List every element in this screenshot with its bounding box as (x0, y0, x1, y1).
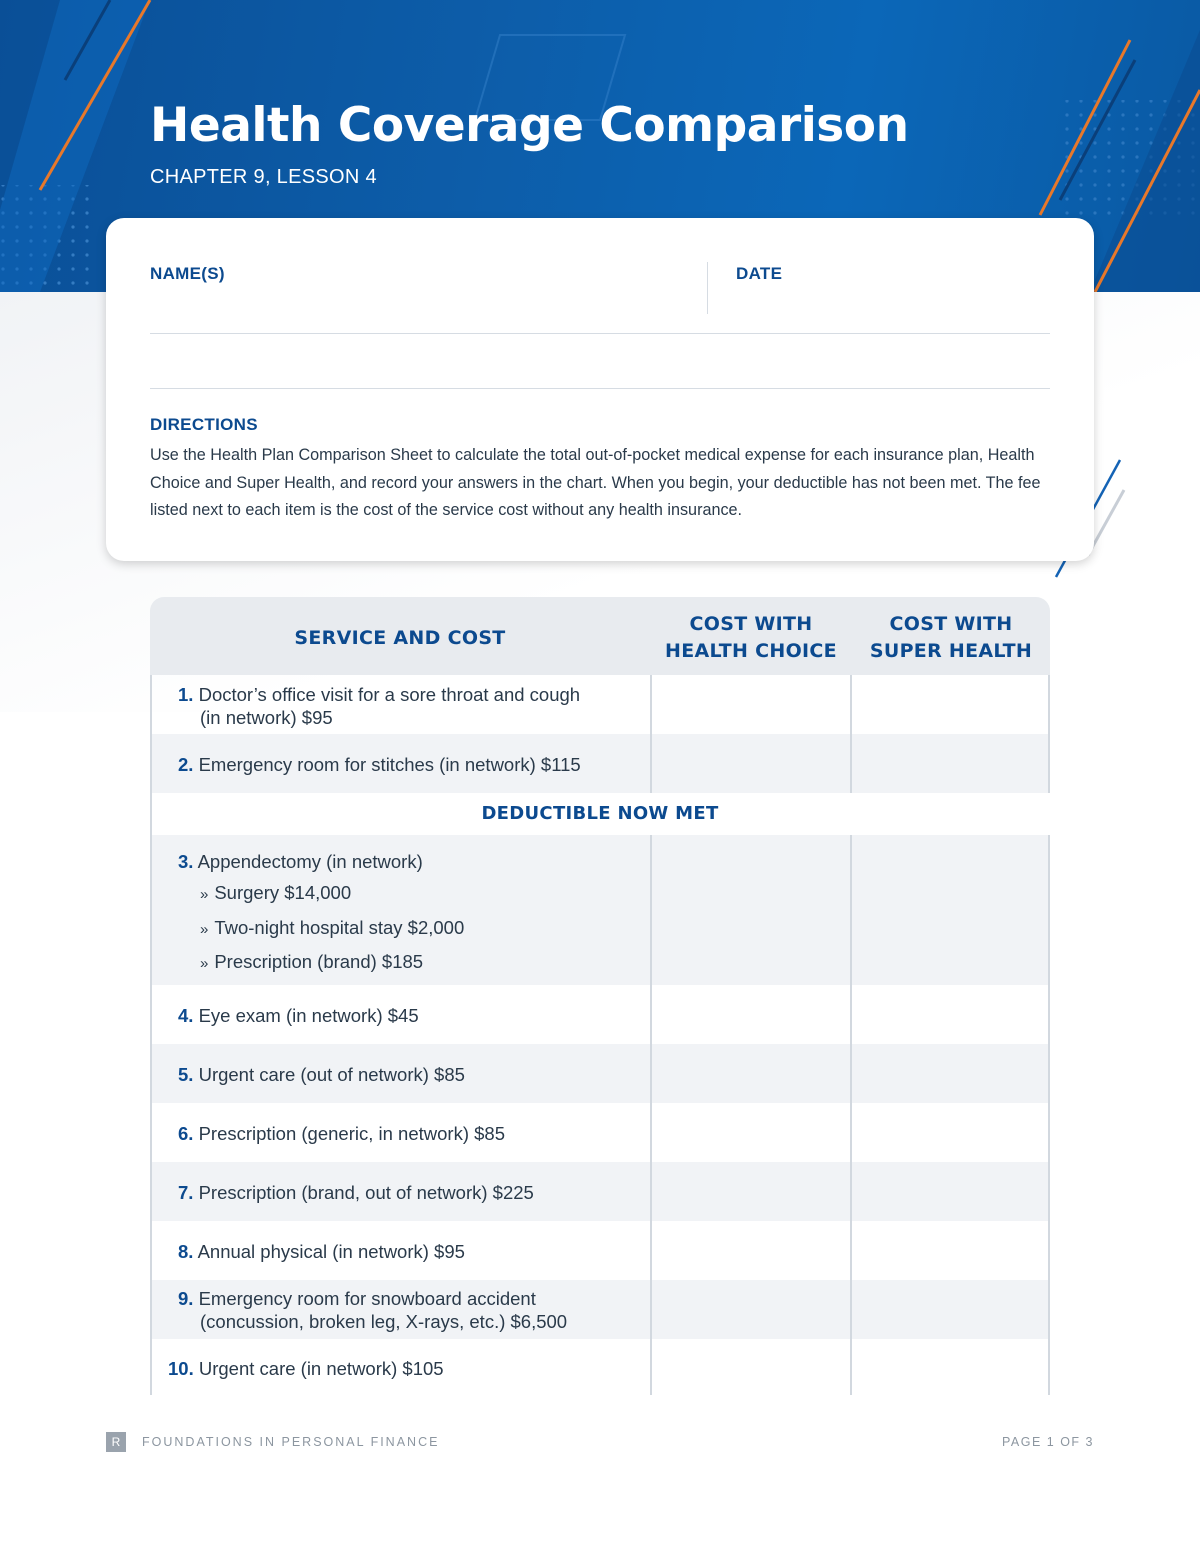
names-label: NAME(S) (150, 264, 225, 283)
publisher-logo-icon: R (106, 1432, 126, 1452)
header-service: SERVICE AND COST (294, 627, 506, 649)
table-header (150, 597, 1050, 675)
row-text (178, 1004, 419, 1027)
footer-title: FOUNDATIONS IN PERSONAL FINANCE (142, 1435, 440, 1449)
table-row (150, 1103, 1050, 1162)
row-number: 1. (178, 684, 194, 705)
row-text (178, 850, 464, 981)
table-row (150, 734, 1050, 793)
table-row (150, 1044, 1050, 1103)
row-text (168, 1357, 444, 1380)
row-description: Urgent care (out of network) $85 (198, 1064, 465, 1085)
deductible-banner-row (150, 793, 1050, 835)
header-super-health (852, 611, 1050, 665)
row-number: 4. (178, 1005, 194, 1026)
page-number: PAGE 1 OF 3 (1002, 1435, 1094, 1449)
row-text (178, 1287, 567, 1333)
column-divider (850, 835, 852, 1395)
header-super-health-line1: COST WITH (889, 613, 1013, 635)
row-number: 5. (178, 1064, 194, 1085)
table-border-left (150, 675, 152, 1395)
row-number: 10. (168, 1358, 194, 1379)
table-row (150, 1280, 1050, 1339)
row-description: Eye exam (in network) $45 (198, 1005, 419, 1026)
row-description: Prescription (generic, in network) $85 (198, 1123, 505, 1144)
row-number: 2. (178, 754, 194, 775)
header-health-choice-line1: COST WITH (689, 613, 813, 635)
row-text (178, 753, 581, 776)
row-text (178, 1181, 534, 1204)
bullet-icon: » (200, 955, 209, 972)
row-description-cont: (in network) $95 (200, 707, 333, 728)
table-row (150, 1221, 1050, 1280)
row-number: 6. (178, 1123, 194, 1144)
table-border-right (1048, 835, 1050, 1395)
row-sublist (178, 877, 464, 981)
deductible-banner: DEDUCTIBLE NOW MET (481, 803, 719, 824)
table-row (150, 985, 1050, 1044)
list-item-text: Surgery $14,000 (214, 882, 352, 903)
row-description: Appendectomy (in network) (197, 851, 423, 872)
date-label: DATE (736, 264, 783, 283)
list-item-text: Prescription (brand) $185 (214, 951, 424, 972)
row-description-cont: (concussion, broken leg, X-rays, etc.) $6,500 (200, 1311, 568, 1332)
row-description: Emergency room for snowboard accident (198, 1288, 536, 1309)
row-number: 3. (178, 851, 194, 872)
header-health-choice-line2: HEALTH CHOICE (665, 640, 837, 662)
column-divider (650, 835, 652, 1395)
bullet-icon: » (200, 886, 209, 903)
second-field-line[interactable] (150, 388, 1050, 389)
row-number: 9. (178, 1288, 194, 1309)
column-divider (850, 675, 852, 793)
row-number: 8. (178, 1241, 194, 1262)
row-description: Emergency room for stitches (in network) $115 (198, 754, 581, 775)
page-subtitle: CHAPTER 9, LESSON 4 (150, 166, 377, 188)
row-description: Urgent care (in network) $105 (198, 1358, 444, 1379)
row-text (178, 1122, 505, 1145)
bullet-icon: » (200, 920, 209, 938)
list-item (200, 877, 464, 912)
row-number: 7. (178, 1182, 194, 1203)
row-text (178, 1063, 465, 1086)
row-description: Prescription (brand, out of network) $225 (198, 1182, 534, 1203)
directions-text: Use the Health Plan Comparison Sheet to calculate the total out-of-pocket medical expense for each insurance plan, Health Choice and Super Health, and record your answers in the chart. When you begin, your deductible has not been met. The fee listed next to each item is the cost of the service cost without any health insurance. (150, 446, 1041, 519)
table-border-right (1048, 675, 1050, 793)
list-item-text: Two-night hospital stay $2,000 (214, 916, 465, 938)
names-field-line[interactable] (150, 333, 1050, 334)
info-card (106, 218, 1094, 561)
table-row (150, 835, 1050, 985)
column-divider (650, 675, 652, 793)
directions-label: DIRECTIONS (150, 415, 258, 434)
table-row (150, 1162, 1050, 1221)
table-row (150, 675, 1050, 734)
header-super-health-line2: SUPER HEALTH (869, 640, 1033, 662)
page-title: Health Coverage Comparison (150, 98, 909, 153)
row-text (178, 1240, 465, 1263)
list-item (200, 912, 464, 947)
header-health-choice (652, 611, 850, 665)
row-description: Doctor’s office visit for a sore throat and cough (198, 684, 581, 705)
row-description: Annual physical (in network) $95 (197, 1241, 465, 1262)
list-item (200, 946, 464, 981)
field-divider (707, 262, 708, 314)
row-text (178, 683, 580, 729)
table-row (150, 1339, 1050, 1395)
